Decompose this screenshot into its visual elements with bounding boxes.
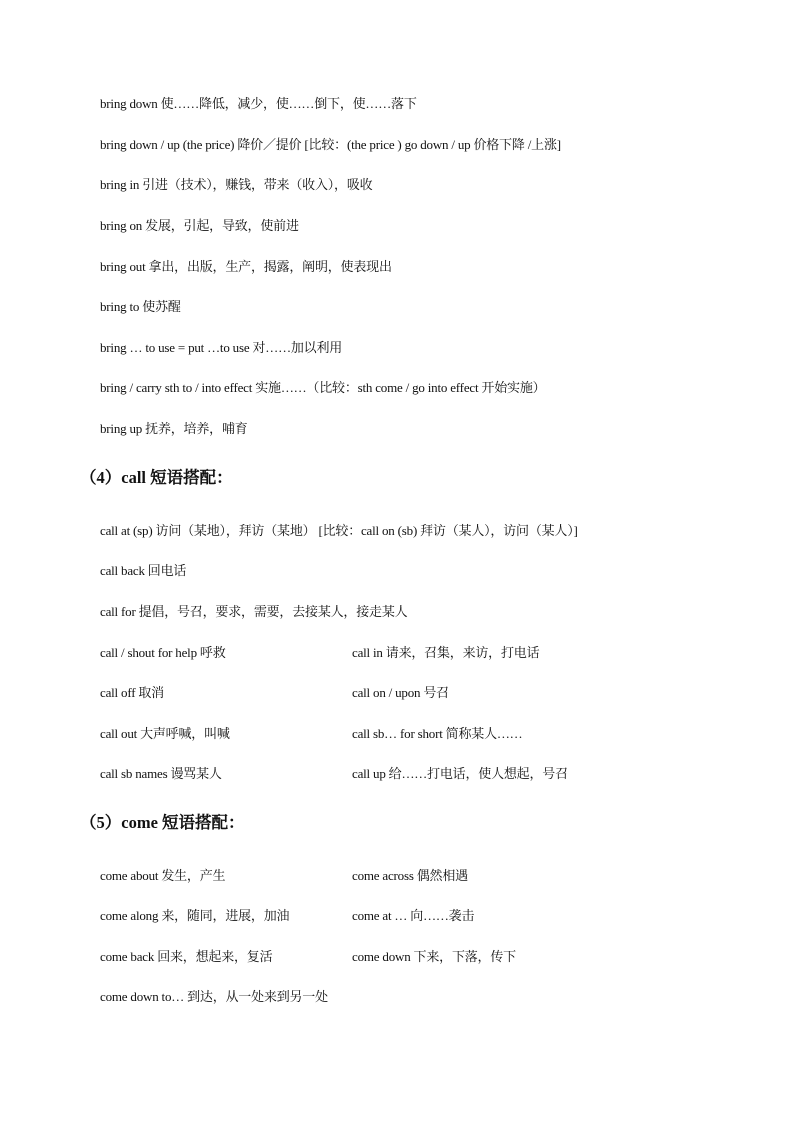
phrase-entry: bring to 使苏醒 (100, 299, 181, 314)
phrase-entry-left: come back 回来，想起来，复活 (100, 949, 273, 964)
phrase-entry: call at (sp) 访问（某地），拜访（某地） [比较：call on (sb) 拜访（某人），访问（某人）] (100, 523, 578, 538)
phrase-entry-right: call sb… for short 简称某人…… (352, 726, 523, 741)
phrase-entry-left: call off 取消 (100, 685, 164, 700)
phrase-entry: bring in 引进（技术），赚钱，带来（收入），吸收 (100, 177, 373, 192)
phrase-entry-left: come about 发生，产生 (100, 868, 226, 883)
section-heading-come: （5）come 短语搭配： (80, 813, 245, 832)
section-heading-call: （4）call 短语搭配： (80, 468, 233, 487)
phrase-entry-left: come along 来，随同，进展，加油 (100, 908, 290, 923)
phrase-entry: bring up 抚养，培养，哺育 (100, 421, 248, 436)
phrase-entry-right: call up 给……打电话，使人想起，号召 (352, 766, 568, 781)
phrase-entry: bring out 拿出，出版，生产，揭露，阐明，使表现出 (100, 259, 392, 274)
phrase-entry: call for 提倡，号召，要求，需要，去接某人，接走某人 (100, 604, 408, 619)
phrase-entry-right: come at … 向……袭击 (352, 908, 475, 923)
phrase-entry-right: come across 偶然相遇 (352, 868, 468, 883)
phrase-entry-right: call in 请来，召集，来访，打电话 (352, 645, 540, 660)
phrase-entry-left: call / shout for help 呼救 (100, 645, 226, 660)
phrase-entry: call back 回电话 (100, 563, 187, 578)
phrase-entry: bring down / up (the price) 降价／提价 [比较：(the price ) go down / up 价格下降 /上涨] (100, 137, 561, 152)
phrase-entry: bring down 使……降低，减少，使……倒下，使……落下 (100, 96, 417, 111)
phrase-entry: bring on 发展，引起，导致，使前进 (100, 218, 299, 233)
phrase-entry-right: come down 下来，下落，传下 (352, 949, 516, 964)
phrase-entry-left: call sb names 谩骂某人 (100, 766, 222, 781)
phrase-entry-left: call out 大声呼喊，叫喊 (100, 726, 230, 741)
phrase-entry: bring … to use = put …to use 对……加以利用 (100, 340, 343, 355)
phrase-entry: come down to… 到达，从一处来到另一处 (100, 989, 328, 1004)
phrase-entry-right: call on / upon 号召 (352, 685, 449, 700)
phrase-entry: bring / carry sth to / into effect 实施……（比较：sth come / go into effect 开始实施） (100, 380, 546, 395)
